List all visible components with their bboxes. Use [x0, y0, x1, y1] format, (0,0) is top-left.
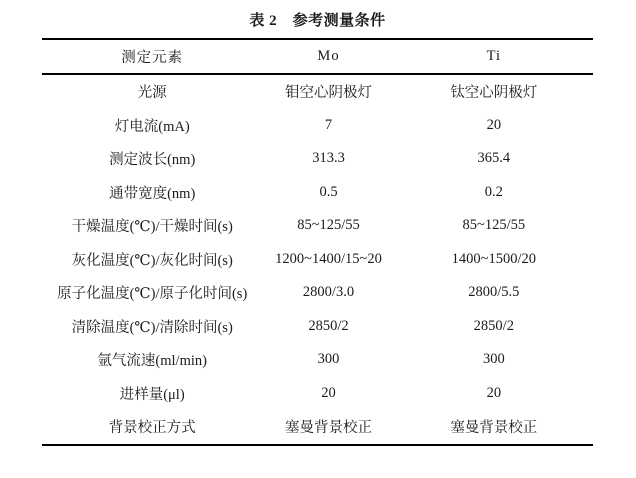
- table-row: [42, 109, 593, 143]
- column-header-mo: Mo: [317, 48, 340, 64]
- table-row: [42, 276, 593, 310]
- row-label: 背景校正方式: [108, 420, 196, 437]
- table-row: [42, 209, 593, 243]
- mo-value: 2850/2: [308, 317, 349, 334]
- mo-value: 313.3: [312, 150, 345, 167]
- ti-value: 20: [486, 116, 502, 133]
- mo-value: 钼空心阴极灯: [285, 85, 372, 102]
- table-header-row: [42, 39, 593, 74]
- mo-value: 1200~1400/15~20: [275, 250, 382, 267]
- mo-value: 85~125/55: [297, 217, 360, 234]
- ti-value: 365.4: [477, 150, 511, 167]
- mo-value: 0.5: [319, 183, 338, 200]
- table-row: [42, 142, 593, 176]
- table-row: [42, 74, 593, 109]
- row-label: 原子化温度(℃)/原子化时间(s): [57, 286, 248, 303]
- table-row: [42, 377, 593, 411]
- row-label: 灰化温度(℃)/灰化时间(s): [71, 252, 233, 269]
- ti-value: 2800/5.5: [468, 284, 520, 301]
- ti-value: 0.2: [484, 183, 503, 200]
- table-row: [42, 176, 593, 210]
- table-row: [42, 310, 593, 344]
- table-row: [42, 410, 593, 445]
- row-label: 通带宽度(nm): [109, 185, 196, 202]
- table-row: [42, 343, 593, 377]
- table-row: [42, 243, 593, 277]
- row-label: 进样量(μl): [119, 386, 185, 403]
- ti-value: 2850/2: [473, 317, 514, 334]
- row-label: 干燥温度(℃)/干燥时间(s): [71, 219, 233, 236]
- ti-value: 85~125/55: [462, 217, 526, 234]
- mo-value: 2800/3.0: [302, 284, 355, 301]
- table-body: [42, 74, 593, 445]
- row-label: 灯电流(mA): [114, 118, 190, 135]
- mo-value: 7: [324, 116, 333, 133]
- table-caption: 表 2 参考测量条件: [249, 13, 386, 29]
- row-label: 氩气流速(ml/min): [97, 353, 207, 370]
- ti-value: 300: [482, 351, 505, 368]
- mo-value: 塞曼背景校正: [285, 420, 372, 437]
- ti-value: 1400~1500/20: [451, 250, 536, 267]
- column-header-element: 测定元素: [121, 50, 184, 66]
- ti-value: 钛空心阴极灯: [450, 85, 538, 102]
- row-label: 测定波长(nm): [109, 152, 196, 169]
- ti-value: 塞曼背景校正: [450, 420, 538, 437]
- column-header-ti: Ti: [486, 48, 501, 64]
- row-label: 清除温度(℃)/清除时间(s): [71, 319, 233, 336]
- mo-value: 20: [321, 384, 336, 401]
- row-label: 光源: [137, 85, 167, 102]
- mo-value: 300: [317, 351, 340, 368]
- measurement-conditions-table: [42, 38, 593, 446]
- ti-value: 20: [486, 384, 502, 401]
